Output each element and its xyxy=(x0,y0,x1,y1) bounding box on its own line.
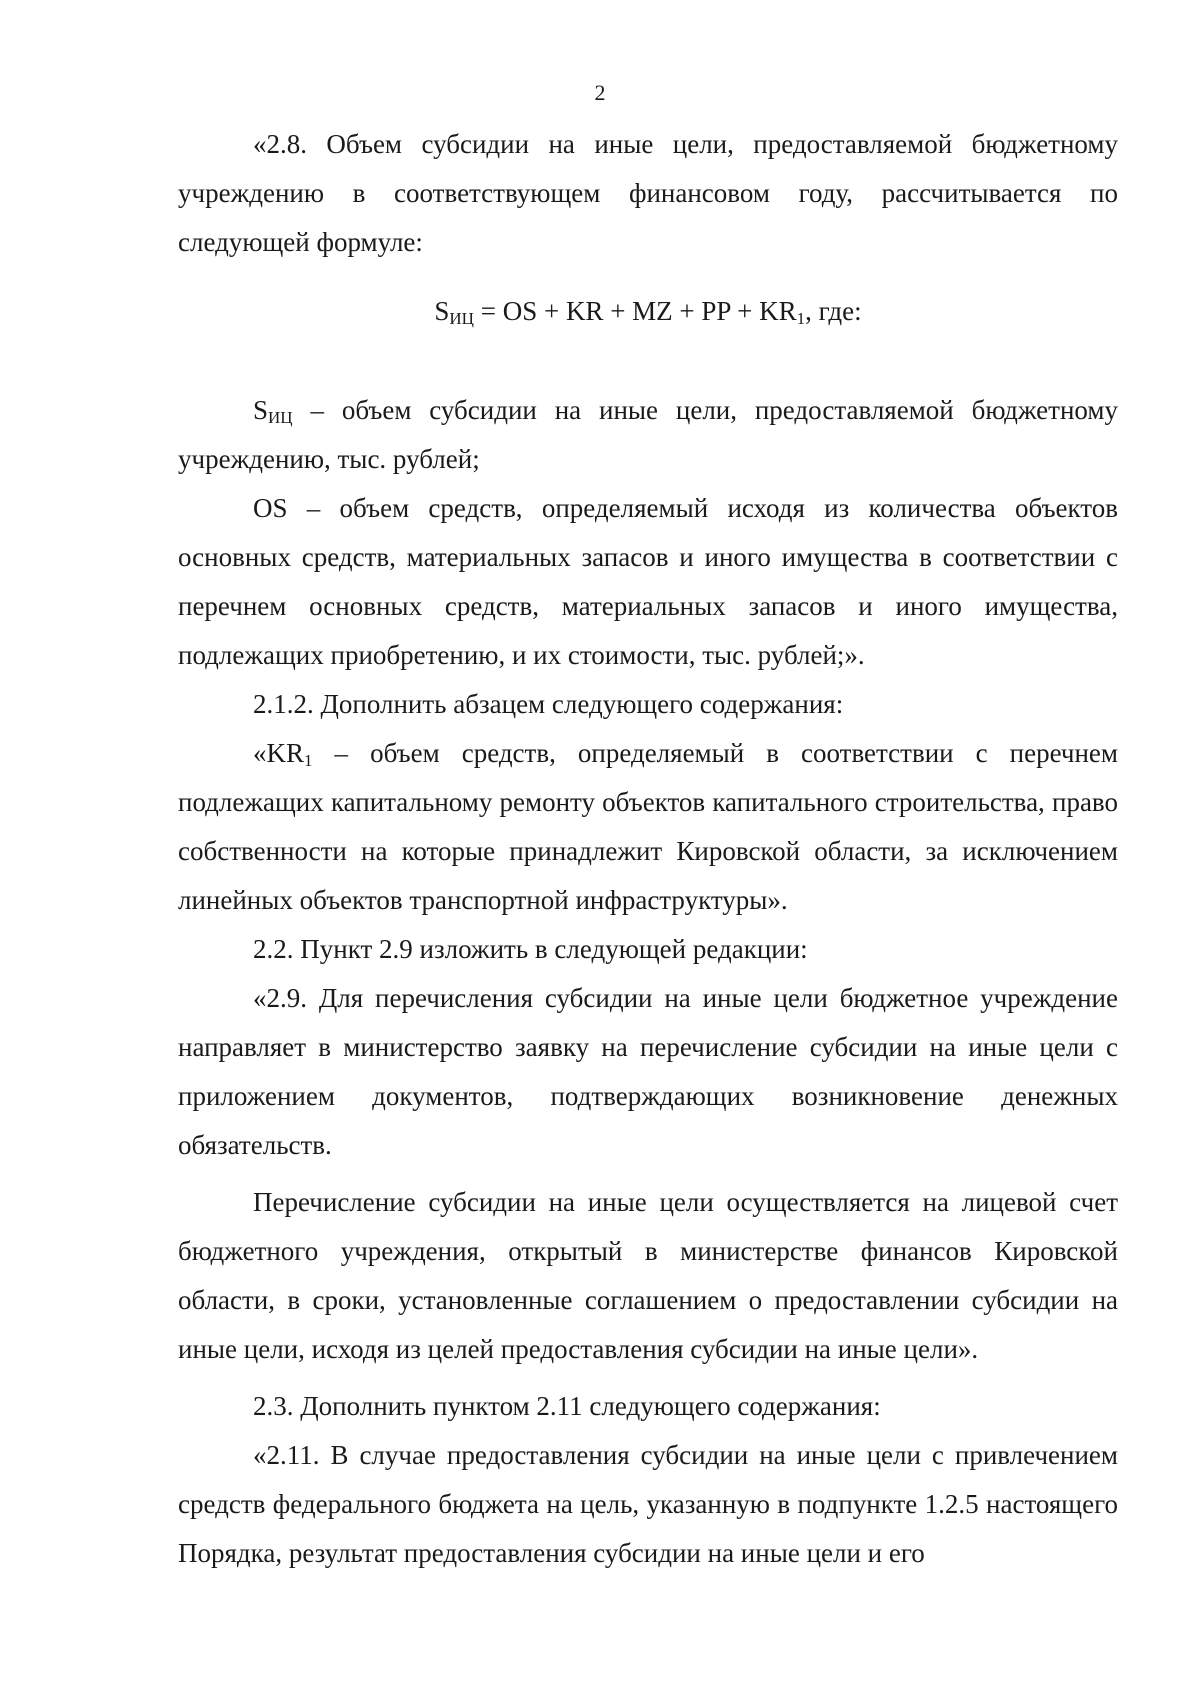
definition-s-subscript: ИЦ xyxy=(268,408,293,427)
paragraph-transfer: Перечисление субсидии на иные цели осуществляется на лицевой счет бюджетного учреждения, открытый в министерстве финансов Кировской области, в сроки, установленные соглашением о предоставлении субсидии на иные цели, исходя из целей предоставления субсидии на иные цели». xyxy=(178,1187,1118,1364)
definition-s-ic xyxy=(178,386,1118,484)
paragraph-2-3: 2.3. Дополнить пунктом 2.11 следующего содержания: xyxy=(253,1391,881,1421)
paragraph-2-9: «2.9. Для перечисления субсидии на иные цели бюджетное учреждение направляет в министерство заявку на перечисление субсидии на иные цели с приложением документов, подтверждающих возникновение денежных обязательств. xyxy=(178,983,1118,1160)
paragraph-2-8-intro: «2.8. Объем субсидии на иные цели, предоставляемой бюджетному учреждению в соответствующем финансовом году, рассчитывается по следующей формуле: xyxy=(178,129,1118,257)
page-number: 2 xyxy=(594,80,606,105)
definition-s-text: – объем субсидии на иные цели, предоставляемой бюджетному учреждению, тыс. рублей; xyxy=(178,395,1118,474)
formula-kr-subscript: 1 xyxy=(796,309,806,328)
definition-kr1-subscript: 1 xyxy=(304,751,313,770)
formula xyxy=(178,287,1118,336)
definition-os: OS – объем средств, определяемый исходя из количества объектов основных средств, материальных запасов и иного имущества в соответствии с перечнем основных средств, материальных запасов и иного имущества, подлежащих приобретению, и их стоимости, тыс. рублей;». xyxy=(178,493,1118,670)
paragraph-2-2: 2.2. Пункт 2.9 изложить в следующей редакции: xyxy=(253,934,808,964)
definition-kr1 xyxy=(178,729,1118,925)
formula-tail: , где: xyxy=(805,296,862,326)
paragraph-2-1-2: 2.1.2. Дополнить абзацем следующего содержания: xyxy=(253,689,844,719)
formula-s: S xyxy=(434,296,450,326)
formula-middle: = OS + KR + MZ + PP + KR xyxy=(473,296,797,326)
paragraph-2-11: «2.11. В случае предоставления субсидии на иные цели с привлечением средств федерального бюджета на цель, указанную в подпункте 1.2.5 настоящего Порядка, результат предоставления субсидии на иные цели и его xyxy=(178,1440,1118,1568)
formula-s-subscript: ИЦ xyxy=(449,309,474,328)
definition-s: S xyxy=(253,395,269,425)
document-body xyxy=(178,120,1118,1578)
definition-kr1-text: – объем средств, определяемый в соответствии с перечнем подлежащих капитальному ремонту объектов капитального строительства, право собственности на которые принадлежит Кировской области, за исключением линейных объектов транспортной инфраструктуры». xyxy=(178,738,1118,915)
definition-kr1-lead: «KR xyxy=(253,738,305,768)
